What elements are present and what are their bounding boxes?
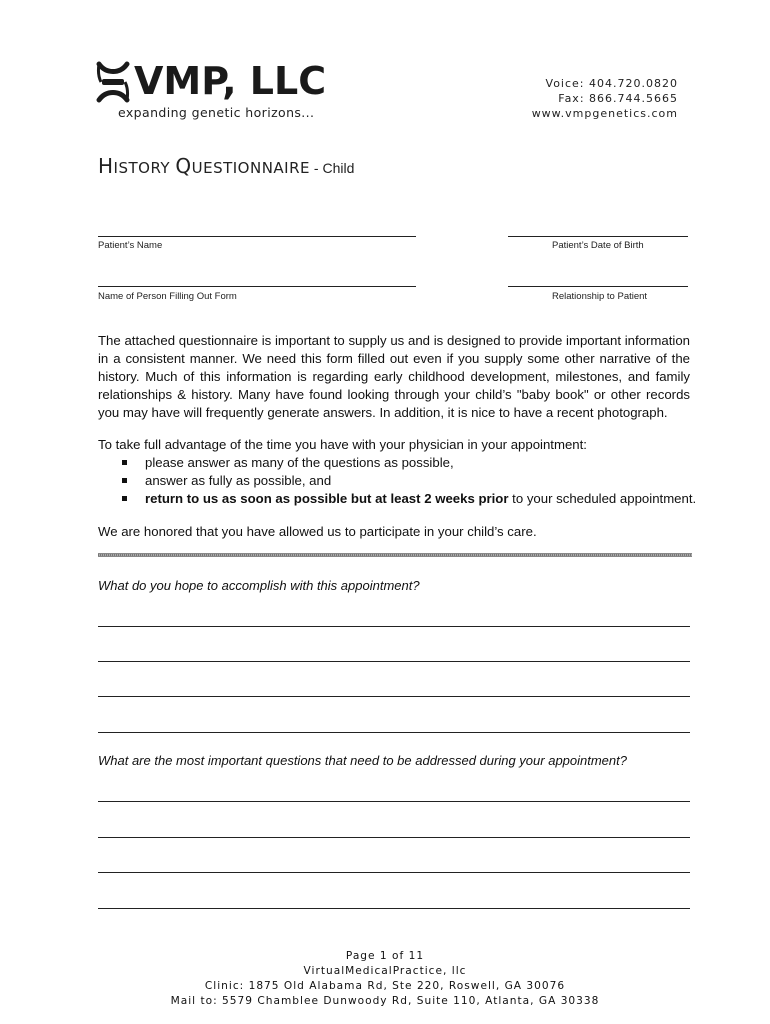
relationship-label: Relationship to Patient (552, 291, 648, 302)
answer-line[interactable] (98, 801, 690, 802)
footer-mail-address: Mail to: 5579 Chamblee Dunwoody Rd, Suite 110, Atlanta, GA 30338 (170, 995, 600, 1007)
answer-line[interactable] (98, 732, 690, 733)
form-filler-field[interactable] (98, 286, 416, 287)
answer-line[interactable] (98, 908, 690, 909)
bullet-text: to your scheduled appointment. (508, 491, 697, 506)
contact-info (532, 76, 678, 121)
footer-clinic-address: Clinic: 1875 Old Alabama Rd, Ste 220, Roswell, GA 30076 (204, 980, 566, 992)
patient-name-field[interactable] (98, 236, 416, 237)
logo-tagline: expanding genetic horizons... (118, 105, 315, 120)
patient-name-label: Patient’s Name (98, 240, 163, 251)
answer-line[interactable] (98, 661, 690, 662)
footer-company: VirtualMedicalPractice, llc (303, 965, 467, 977)
bullet-icon (122, 478, 127, 483)
title-initial-q: Q (175, 154, 192, 178)
honored-text: We are honored that you have allowed us to participate in your child’s care. (98, 524, 537, 539)
title-questionnaire-rest: UESTIONNAIRE (191, 159, 311, 177)
bullet-icon (122, 460, 127, 465)
instruction-list (122, 454, 696, 508)
bullet-icon (122, 496, 127, 501)
answer-line[interactable] (98, 872, 690, 873)
logo-text: VMP, LLC (134, 59, 327, 103)
patient-dob-label: Patient’s Date of Birth (552, 240, 644, 251)
bullet-text: answer as fully as possible, and (145, 473, 332, 488)
patient-dob-field[interactable] (508, 236, 688, 237)
page-title (98, 154, 354, 178)
page-footer (0, 949, 770, 1009)
list-item (122, 490, 696, 508)
intro-paragraph: The attached questionnaire is important to supply us and is designed to provide important information in a consistent manner. We need this form filled out even if you supply some other narrative of the history. Much of this information is regarding early childhood development, milestones, and family relationships & history. Many have found looking through your child’s "baby book" or other records you may have will frequently generate answers. In addition, it is nice to have a recent photograph. (98, 333, 690, 420)
list-item (122, 472, 696, 490)
voice-number: Voice: 404.720.0820 (545, 77, 678, 90)
title-initial-h: H (98, 154, 114, 178)
page-number: Page 1 of 11 (345, 950, 425, 962)
bullet-text-bold: return to us as soon as possible but at least 2 weeks prior (145, 491, 509, 506)
relationship-field[interactable] (508, 286, 688, 287)
title-suffix: - Child (310, 160, 355, 176)
answer-line[interactable] (98, 696, 690, 697)
title-history-rest: ISTORY (113, 159, 176, 177)
question-1: What do you hope to accomplish with this appointment? (98, 578, 420, 593)
list-item (122, 454, 696, 472)
question-2: What are the most important questions that need to be addressed during your appointment? (98, 753, 627, 768)
answer-line[interactable] (98, 626, 690, 627)
bullet-text: please answer as many of the questions as possible, (145, 455, 454, 470)
website: www.vmpgenetics.com (531, 107, 678, 120)
answer-line[interactable] (98, 837, 690, 838)
advantage-text: To take full advantage of the time you have with your physician in your appointment: (98, 437, 587, 452)
fax-number: Fax: 866.744.5665 (558, 92, 678, 105)
form-filler-label: Name of Person Filling Out Form (98, 291, 237, 302)
section-divider (98, 553, 692, 557)
dna-helix-icon (96, 60, 130, 104)
